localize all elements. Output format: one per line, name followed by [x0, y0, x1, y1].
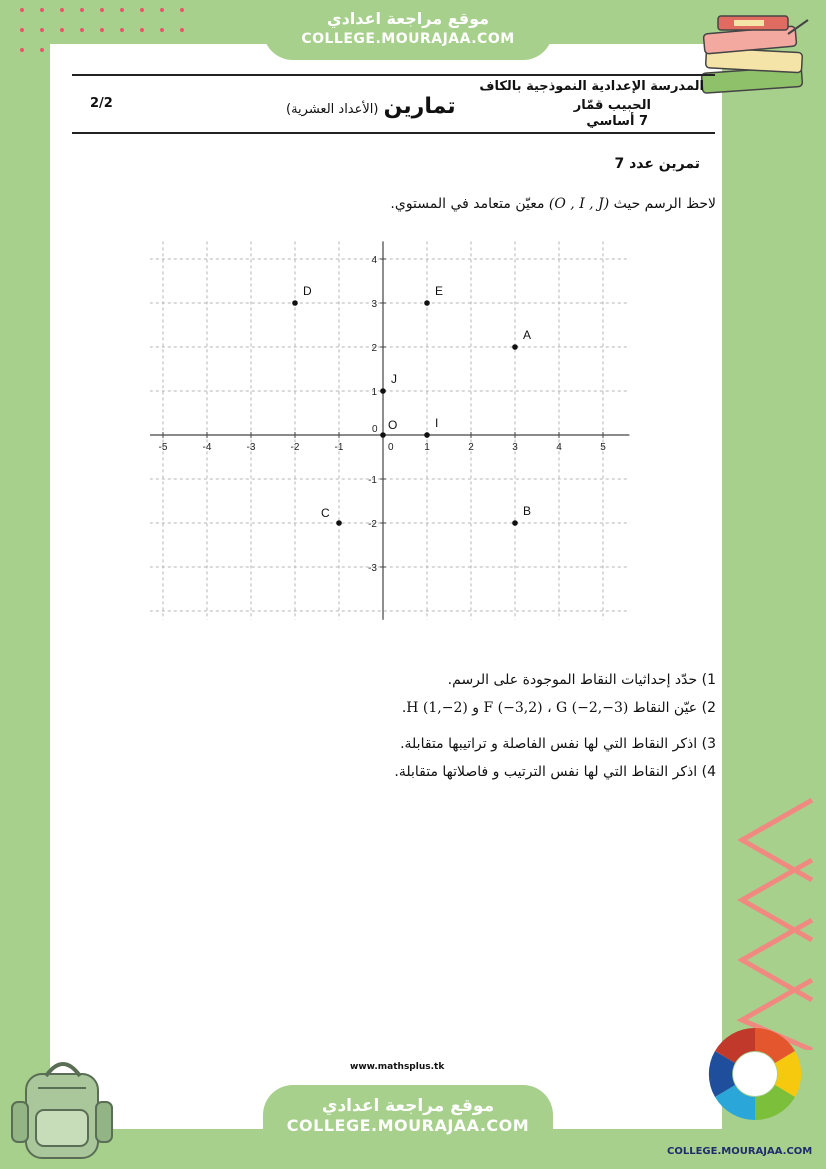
header-bottom-rule: [72, 132, 715, 134]
point-label-e: E: [435, 284, 444, 298]
intro-math: (O , I , J): [548, 196, 610, 212]
x-tick-label: 1: [424, 442, 430, 453]
q2-start: 2) عيّن النقاط: [632, 700, 716, 716]
point-e: [424, 300, 430, 306]
y-tick-label: 2: [371, 343, 377, 354]
point-label-j: J: [391, 372, 397, 386]
title-subject: (الأعداد العشرية): [286, 102, 379, 117]
x-tick-label: 5: [600, 442, 606, 453]
backpack-icon: [8, 1052, 120, 1164]
point-label-b: B: [523, 504, 532, 518]
point-i: [424, 432, 430, 438]
school-name: المدرسة الإعدادية النموذجية بالكاف: [479, 79, 704, 94]
x-tick-label: -4: [202, 442, 212, 453]
header-top-rule: [72, 74, 715, 76]
x-tick-label: -3: [246, 442, 256, 453]
x-tick-label: 2: [468, 442, 474, 453]
y-tick-label: 0: [372, 424, 378, 435]
point-label-o: O: [388, 418, 398, 432]
q2-point-F: F (−3,2): [483, 700, 543, 716]
question-2: [402, 700, 716, 716]
point-o: [380, 432, 386, 438]
x-tick-label: 4: [556, 442, 562, 453]
teacher-name: الحبيب قمّار: [573, 98, 651, 113]
point-label-i: I: [435, 416, 439, 430]
y-tick-label: -2: [368, 519, 377, 530]
intro-after: معيّن متعامد في المستوي.: [390, 196, 545, 212]
grade-level: 7 أساسي: [586, 114, 648, 129]
x-tick-label: -2: [290, 442, 300, 453]
point-d: [292, 300, 298, 306]
banner-domain-bottom: COLLEGE.MOURAJAA.COM: [286, 1116, 530, 1135]
banner-arabic-bottom: موقع مراجعة اعدادي: [321, 1096, 495, 1116]
plotted-points: [292, 284, 531, 526]
books-icon: [700, 12, 810, 94]
college-logo-icon: [695, 1022, 815, 1132]
coordinate-graph: [150, 240, 632, 624]
x-tick-label: 0: [388, 442, 394, 453]
point-label-d: D: [303, 284, 312, 298]
exercise-intro: [390, 196, 716, 212]
x-tick-label: -1: [334, 442, 344, 453]
y-tick-label: -3: [368, 563, 377, 574]
q2-separator: ،: [547, 700, 552, 716]
point-j: [380, 388, 386, 394]
question-1: 1) حدّد إحداثيات النقاط الموجودة على الرسم.: [447, 672, 716, 688]
point-label-c: C: [321, 506, 330, 520]
banner-arabic: موقع مراجعة اعدادي: [326, 9, 490, 28]
intro-before: لاحظ الرسم حيث: [613, 196, 716, 212]
site-banner-bottom[interactable]: [263, 1085, 553, 1145]
y-tick-label: 4: [371, 255, 377, 266]
question-3: 3) اذكر النقاط التي لها نفس الفاصلة و تراتيبها متقابلة.: [400, 736, 716, 752]
exercise-heading: تمرين عدد 7: [614, 156, 700, 172]
worksheet-title: [286, 94, 456, 119]
point-b: [512, 520, 518, 526]
y-tick-label: 1: [371, 387, 377, 398]
q2-point-H: H (1,−2): [406, 700, 468, 716]
logo-text: COLLEGE.MOURAJAA.COM: [667, 1146, 813, 1157]
point-a: [512, 344, 518, 350]
question-4: 4) اذكر النقاط التي لها نفس الترتيب و فاصلاتها متقابلة.: [394, 764, 716, 780]
chevron-decoration-icon: [732, 790, 822, 1050]
q2-point-G: G (−2,−3): [556, 700, 629, 716]
footer-site: www.mathsplus.tk: [350, 1062, 445, 1072]
q2-and: و: [472, 700, 480, 716]
x-tick-label: -5: [158, 442, 168, 453]
page-number: 2/2: [90, 96, 113, 111]
y-tick-label: -1: [368, 475, 377, 486]
title-word: تمارين: [383, 94, 456, 119]
x-tick-label: 3: [512, 442, 518, 453]
point-label-a: A: [523, 328, 532, 342]
y-tick-label: 3: [371, 299, 377, 310]
site-banner-top[interactable]: [263, 0, 553, 60]
point-c: [336, 520, 342, 526]
banner-domain: COLLEGE.MOURAJAA.COM: [301, 31, 515, 47]
q2-end: .: [401, 700, 407, 716]
